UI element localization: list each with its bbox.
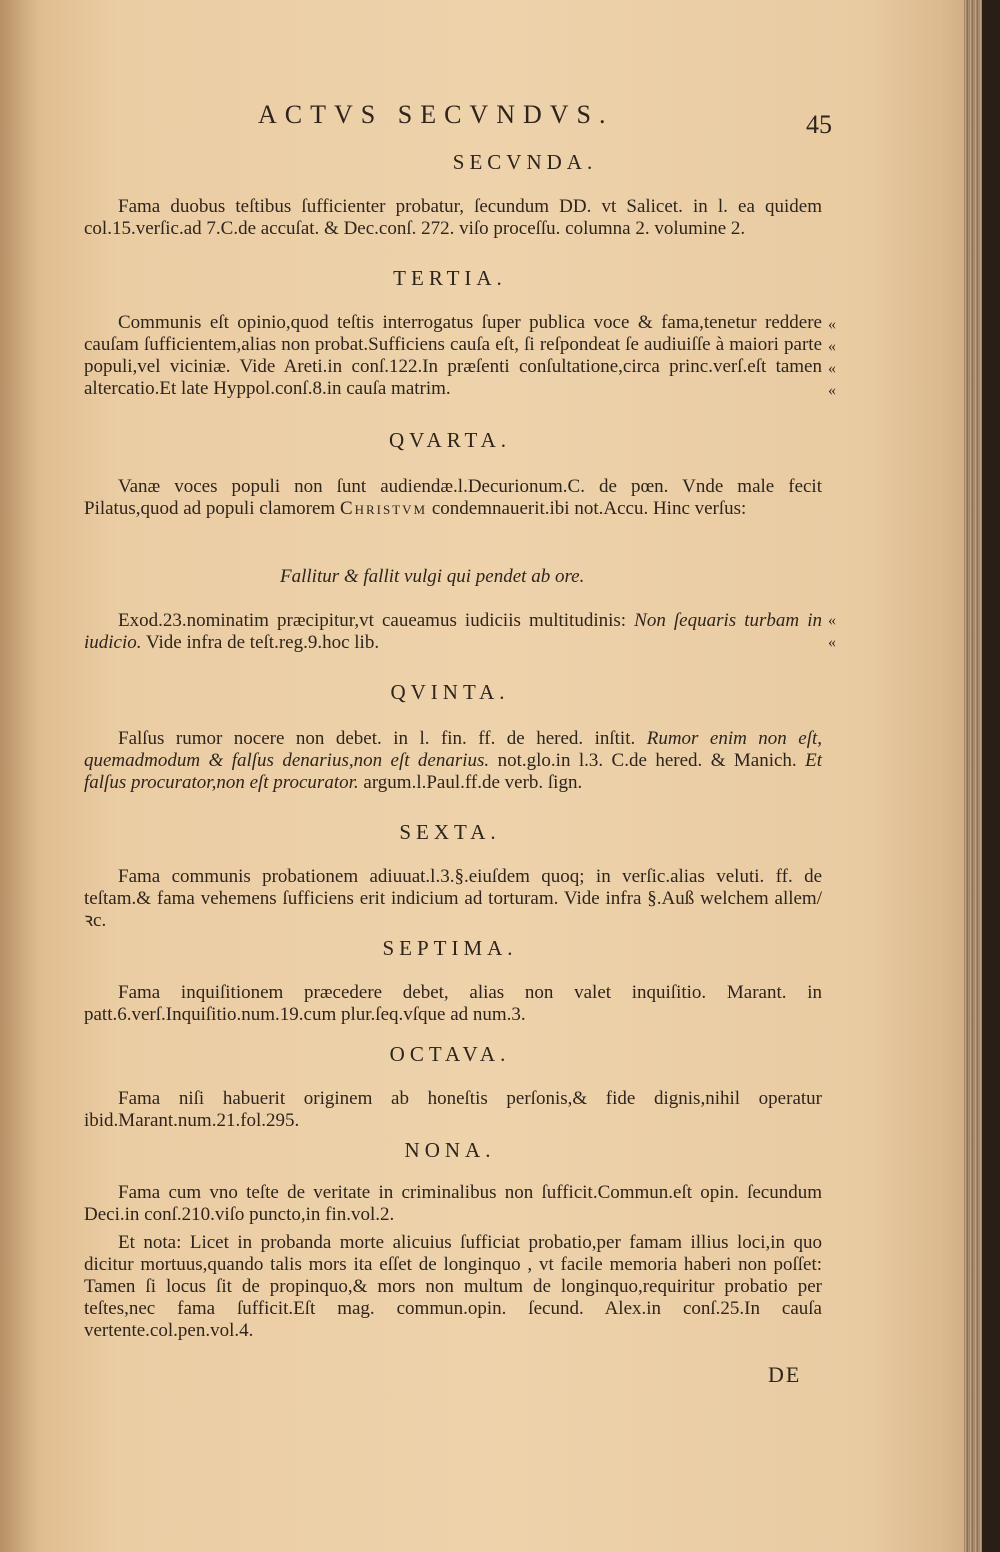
paragraph-tertia: Communis eſt opinio,quod teſtis interrogatus ſuper publica voce & fama,tenetur reddere cauſam ſufficientem,alias non probat.Sufficiens cauſa eſt, ſi reſpondeat ſe audiuiſſe à maiori parte populi,vel viciniæ. Vide Areti.in conſ.122.In præſenti conſultatione,circa princ.verſ.eſt tamen altercatio.Et late Hyppol.conſ.8.in cauſa matrim. (84, 312, 822, 399)
name-christum: Christvm (339, 498, 428, 519)
paragraph-quarta: Vanæ voces populi non ſunt audiendæ.l.Decurionum.C. de pœn. Vnde male fecit Pilatus,quod ad populi clamorem Christvm condemnauerit.ibi not.Accu. Hinc verſus: (84, 476, 822, 519)
paragraph-octava: Fama niſi habuerit originem ab honeſtis perſonis,& fide dignis,nihil operatur ibid.Marant.num.21.fol.295. (84, 1088, 822, 1131)
heading-quinta: QVINTA. (390, 680, 510, 704)
heading-tertia: TERTIA. (393, 266, 507, 290)
heading-septima: SEPTIMA. (382, 936, 518, 960)
paragraph-sexta: Fama communis probationem adiuuat.l.3.§.eiuſdem quoq; in verſic.alias veluti. ff. de teſtam.& fama vehemens ſufficiens erit indicium ad torturam. Vide infra §.Auß welchem allem/ꝛc. (84, 866, 822, 931)
margin-marks-quarta: « « (828, 612, 836, 651)
paragraph-quinta: Falſus rumor nocere non debet. in l. fin. ff. de hered. inſtit. Rumor enim non eſt, quemadmodum & falſus denarius,non eſt denarius. not.glo.in l.3. C.de hered. & Manich. Et falſus procurator,non eſt procurator. argum.l.Paul.ff.de verb. ſign. (84, 728, 823, 793)
paragraph-secunda: Fama duobus teſtibus ſufficienter probatur, ſecundum DD. vt Salicet. in l. ea quidem col.15.verſic.ad 7.C.de accuſat. & Dec.conſ. 272. viſo proceſſu. columna 2. volumine 2. (84, 196, 822, 239)
heading-secunda: SECVNDA. (452, 150, 598, 174)
heading-quarta: QVARTA. (388, 428, 512, 452)
page-number: 45 (806, 110, 832, 139)
margin-marks-tertia: « « « « (828, 316, 836, 399)
catchword: DE (768, 1362, 802, 1387)
paragraph-nona: Fama cum vno teſte de veritate in criminalibus non ſufficit.Commun.eſt opin. ſecundum Deci.in conſ.210.viſo puncto,in fin.vol.2. (84, 1182, 822, 1225)
heading-nona: NONA. (404, 1138, 496, 1162)
paragraph-septima: Fama inquiſitionem præcedere debet, alias non valet inquiſitio. Marant. in patt.6.verſ.Inquiſitio.num.19.cum plur.ſeq.vſque ad num.3. (84, 982, 822, 1025)
page-edge (964, 0, 982, 1552)
verse-line: Fallitur & fallit vulgi qui pendet ab ore. (280, 566, 585, 587)
running-title: ACTVS SECVNDVS. (258, 100, 614, 129)
heading-sexta: SEXTA. (399, 820, 501, 844)
heading-octava: OCTAVA. (389, 1042, 511, 1066)
paragraph-nona-nota: Et nota: Licet in probanda morte alicuius ſufficiat probatio,per famam illius loci,in quo dicitur mortuus,quando talis mors ita eſſet de longinquo , vt facile memoria haberi non poſſet: Tamen ſi locus ſit de propinquo,& mors non multum de longinquo,requiritur probatio per teſtes,nec fama ſufficit.Eſt mag. commun.opin. ſecund. Alex.in conſ.25.In cauſa vertente.col.pen.vol.4. (84, 1232, 822, 1341)
paragraph-exodus: Exod.23.nominatim præcipitur,vt caueamus iudiciis multitudinis: Non ſequaris turbam in iudicio. Vide infra de teſt.reg.9.hoc lib. (84, 610, 823, 653)
